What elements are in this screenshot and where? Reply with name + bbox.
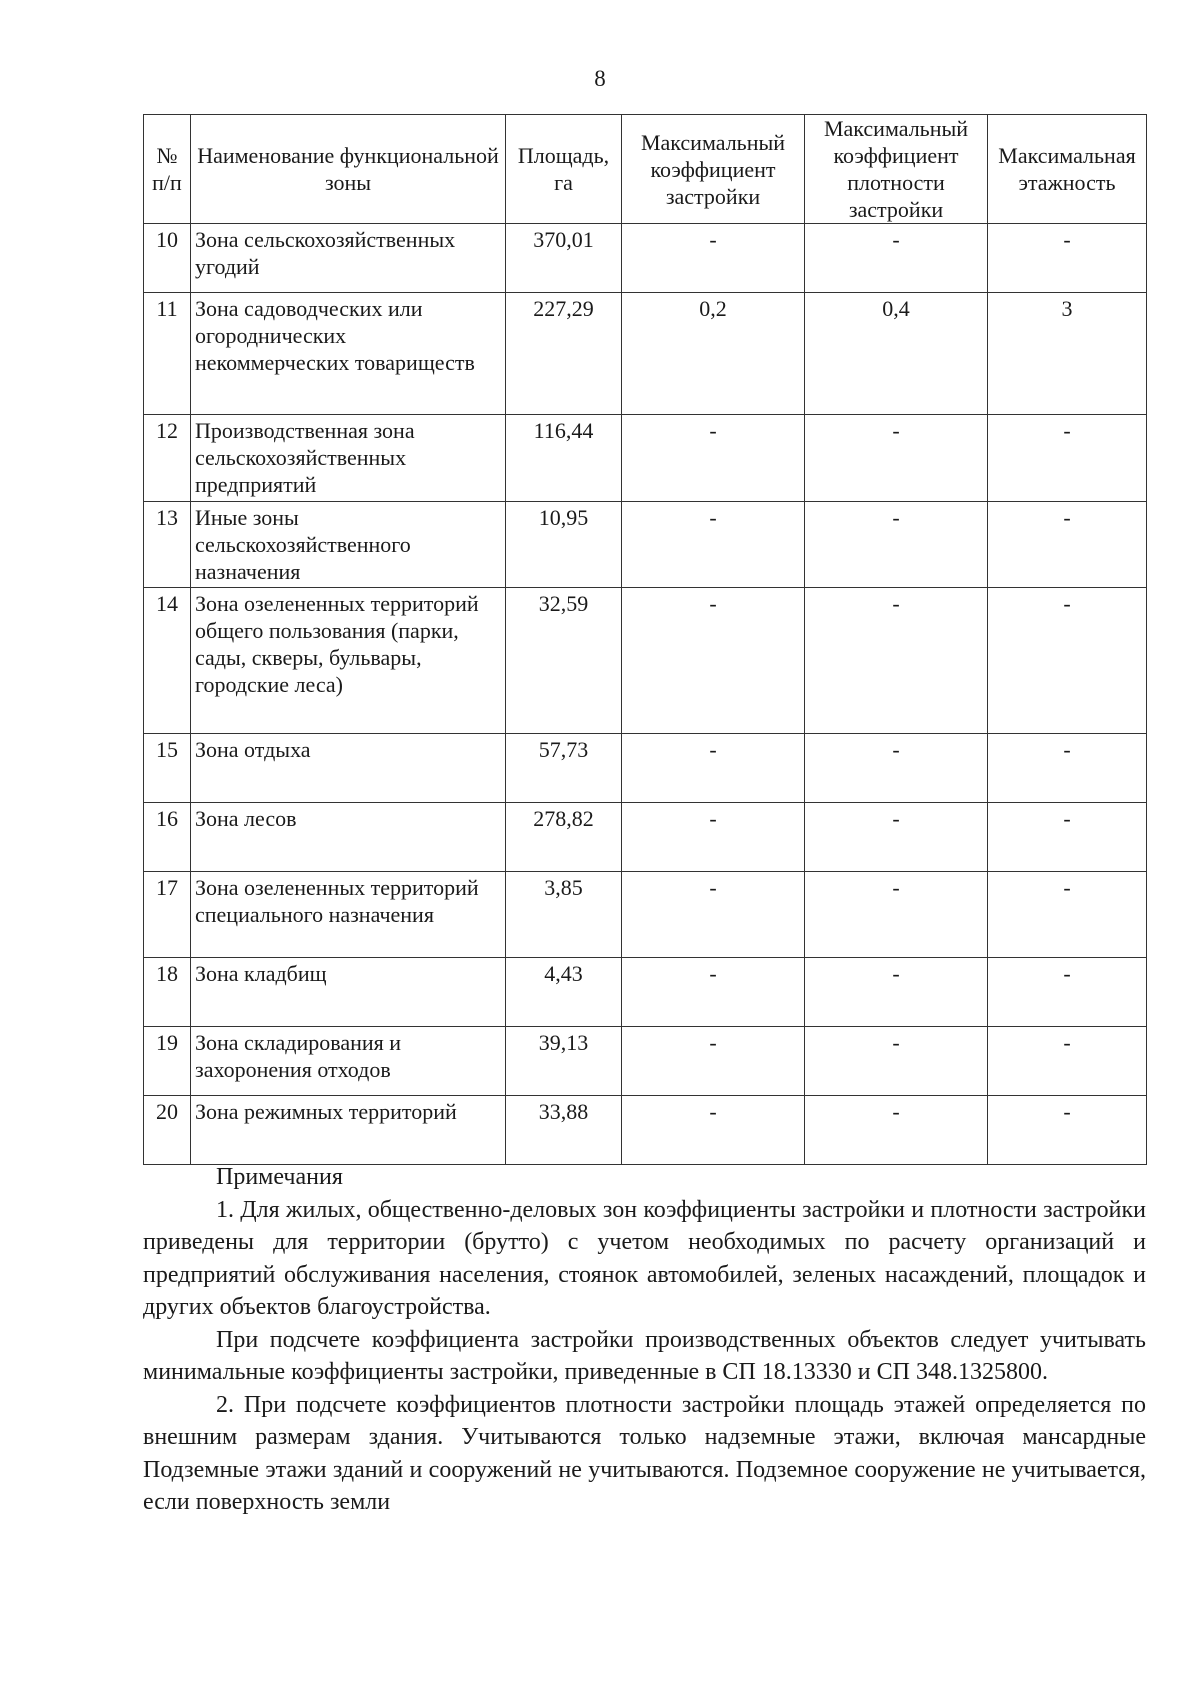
row-number: 16 <box>144 803 191 872</box>
max-floors: - <box>988 958 1147 1027</box>
notes-title: Примечания <box>216 1164 343 1190</box>
max-density-coefficient: - <box>805 872 988 958</box>
max-building-coefficient: 0,2 <box>622 293 805 415</box>
header-number: № п/п <box>144 115 191 224</box>
header-max-floors: Максимальная этажность <box>988 115 1147 224</box>
max-density-coefficient: - <box>805 588 988 734</box>
zone-name: Зона садоводческих или огороднических некоммерческих товариществ <box>191 293 506 415</box>
table-row <box>144 734 1147 803</box>
max-floors: - <box>988 872 1147 958</box>
zone-area: 227,29 <box>506 293 622 415</box>
zone-area: 10,95 <box>506 502 622 588</box>
max-building-coefficient: - <box>622 588 805 734</box>
header-max-density-coefficient: Максимальный коэффициент плотности застройки <box>805 115 988 224</box>
row-number: 15 <box>144 734 191 803</box>
table-row <box>144 293 1147 415</box>
max-floors: - <box>988 734 1147 803</box>
max-floors: - <box>988 224 1147 293</box>
table-row <box>144 958 1147 1027</box>
zone-name: Зона озелененных территорий общего пользования (парки, сады, скверы, бульвары, городские леса) <box>191 588 506 734</box>
max-building-coefficient: - <box>622 803 805 872</box>
zone-name: Иные зоны сельскохозяйственного назначения <box>191 502 506 588</box>
page-number: 8 <box>594 66 606 91</box>
zone-area: 116,44 <box>506 415 622 502</box>
zone-name: Зона режимных территорий <box>191 1096 506 1165</box>
zone-name: Зона сельскохозяйственных угодий <box>191 224 506 293</box>
max-density-coefficient: - <box>805 734 988 803</box>
max-density-coefficient: - <box>805 224 988 293</box>
row-number: 13 <box>144 502 191 588</box>
zone-area: 3,85 <box>506 872 622 958</box>
max-building-coefficient: - <box>622 224 805 293</box>
header-max-building-coefficient: Максимальный коэффициент застройки <box>622 115 805 224</box>
zone-name: Производственная зона сельскохозяйственных предприятий <box>191 415 506 502</box>
row-number: 10 <box>144 224 191 293</box>
zone-area: 278,82 <box>506 803 622 872</box>
zone-name: Зона складирования и захоронения отходов <box>191 1027 506 1096</box>
max-building-coefficient: - <box>622 1096 805 1165</box>
max-floors: 3 <box>988 293 1147 415</box>
max-density-coefficient: - <box>805 502 988 588</box>
max-density-coefficient: - <box>805 1027 988 1096</box>
zone-name: Зона кладбищ <box>191 958 506 1027</box>
table-row <box>144 588 1147 734</box>
note-paragraph: 1. Для жилых, общественно-деловых зон коэффициенты застройки и плотности застройки приведены для территории (брутто) с учетом необходимых по расчету организаций и предприятий обслуживания населения, стоянок автомобилей, зеленых насаждений, площадок и других объектов благоустройства. <box>143 1196 1146 1320</box>
zone-name: Зона озелененных территорий специального назначения <box>191 872 506 958</box>
max-density-coefficient: - <box>805 958 988 1027</box>
row-number: 12 <box>144 415 191 502</box>
max-building-coefficient: - <box>622 872 805 958</box>
row-number: 18 <box>144 958 191 1027</box>
notes-section <box>143 1161 1146 1519</box>
max-density-coefficient: 0,4 <box>805 293 988 415</box>
max-building-coefficient: - <box>622 958 805 1027</box>
zone-name: Зона лесов <box>191 803 506 872</box>
row-number: 20 <box>144 1096 191 1165</box>
max-building-coefficient: - <box>622 502 805 588</box>
row-number: 19 <box>144 1027 191 1096</box>
max-building-coefficient: - <box>622 1027 805 1096</box>
row-number: 11 <box>144 293 191 415</box>
max-building-coefficient: - <box>622 415 805 502</box>
table-row <box>144 1096 1147 1165</box>
table-row <box>144 224 1147 293</box>
row-number: 17 <box>144 872 191 958</box>
note-paragraph: 2. При подсчете коэффициентов плотности застройки площадь этажей определяется по внешним размерам здания. Учитываются только надземные этажи, включая мансардные Подземные этажи зданий и сооружений не учитываются. Подземное сооружение не учитывается, если поверхность земли <box>143 1391 1146 1515</box>
max-floors: - <box>988 1027 1147 1096</box>
header-area: Площадь, га <box>506 115 622 224</box>
table-row <box>144 415 1147 502</box>
zone-area: 4,43 <box>506 958 622 1027</box>
max-density-coefficient: - <box>805 415 988 502</box>
max-density-coefficient: - <box>805 1096 988 1165</box>
max-building-coefficient: - <box>622 734 805 803</box>
zone-area: 32,59 <box>506 588 622 734</box>
max-floors: - <box>988 803 1147 872</box>
max-floors: - <box>988 415 1147 502</box>
header-zone-name: Наименование функциональной зоны <box>191 115 506 224</box>
max-floors: - <box>988 502 1147 588</box>
note-paragraph: При подсчете коэффициента застройки производственных объектов следует учитывать минимальные коэффициенты застройки, приведенные в СП 18.13330 и СП 348.1325800. <box>143 1326 1146 1385</box>
table-row <box>144 1027 1147 1096</box>
table-row <box>144 803 1147 872</box>
row-number: 14 <box>144 588 191 734</box>
zone-area: 370,01 <box>506 224 622 293</box>
max-floors: - <box>988 1096 1147 1165</box>
table-row <box>144 872 1147 958</box>
table-row <box>144 502 1147 588</box>
zone-area: 33,88 <box>506 1096 622 1165</box>
functional-zones-table <box>143 114 1147 1165</box>
max-floors: - <box>988 588 1147 734</box>
zone-area: 39,13 <box>506 1027 622 1096</box>
table-header-row <box>144 115 1147 224</box>
zone-name: Зона отдыха <box>191 734 506 803</box>
max-density-coefficient: - <box>805 803 988 872</box>
zone-area: 57,73 <box>506 734 622 803</box>
